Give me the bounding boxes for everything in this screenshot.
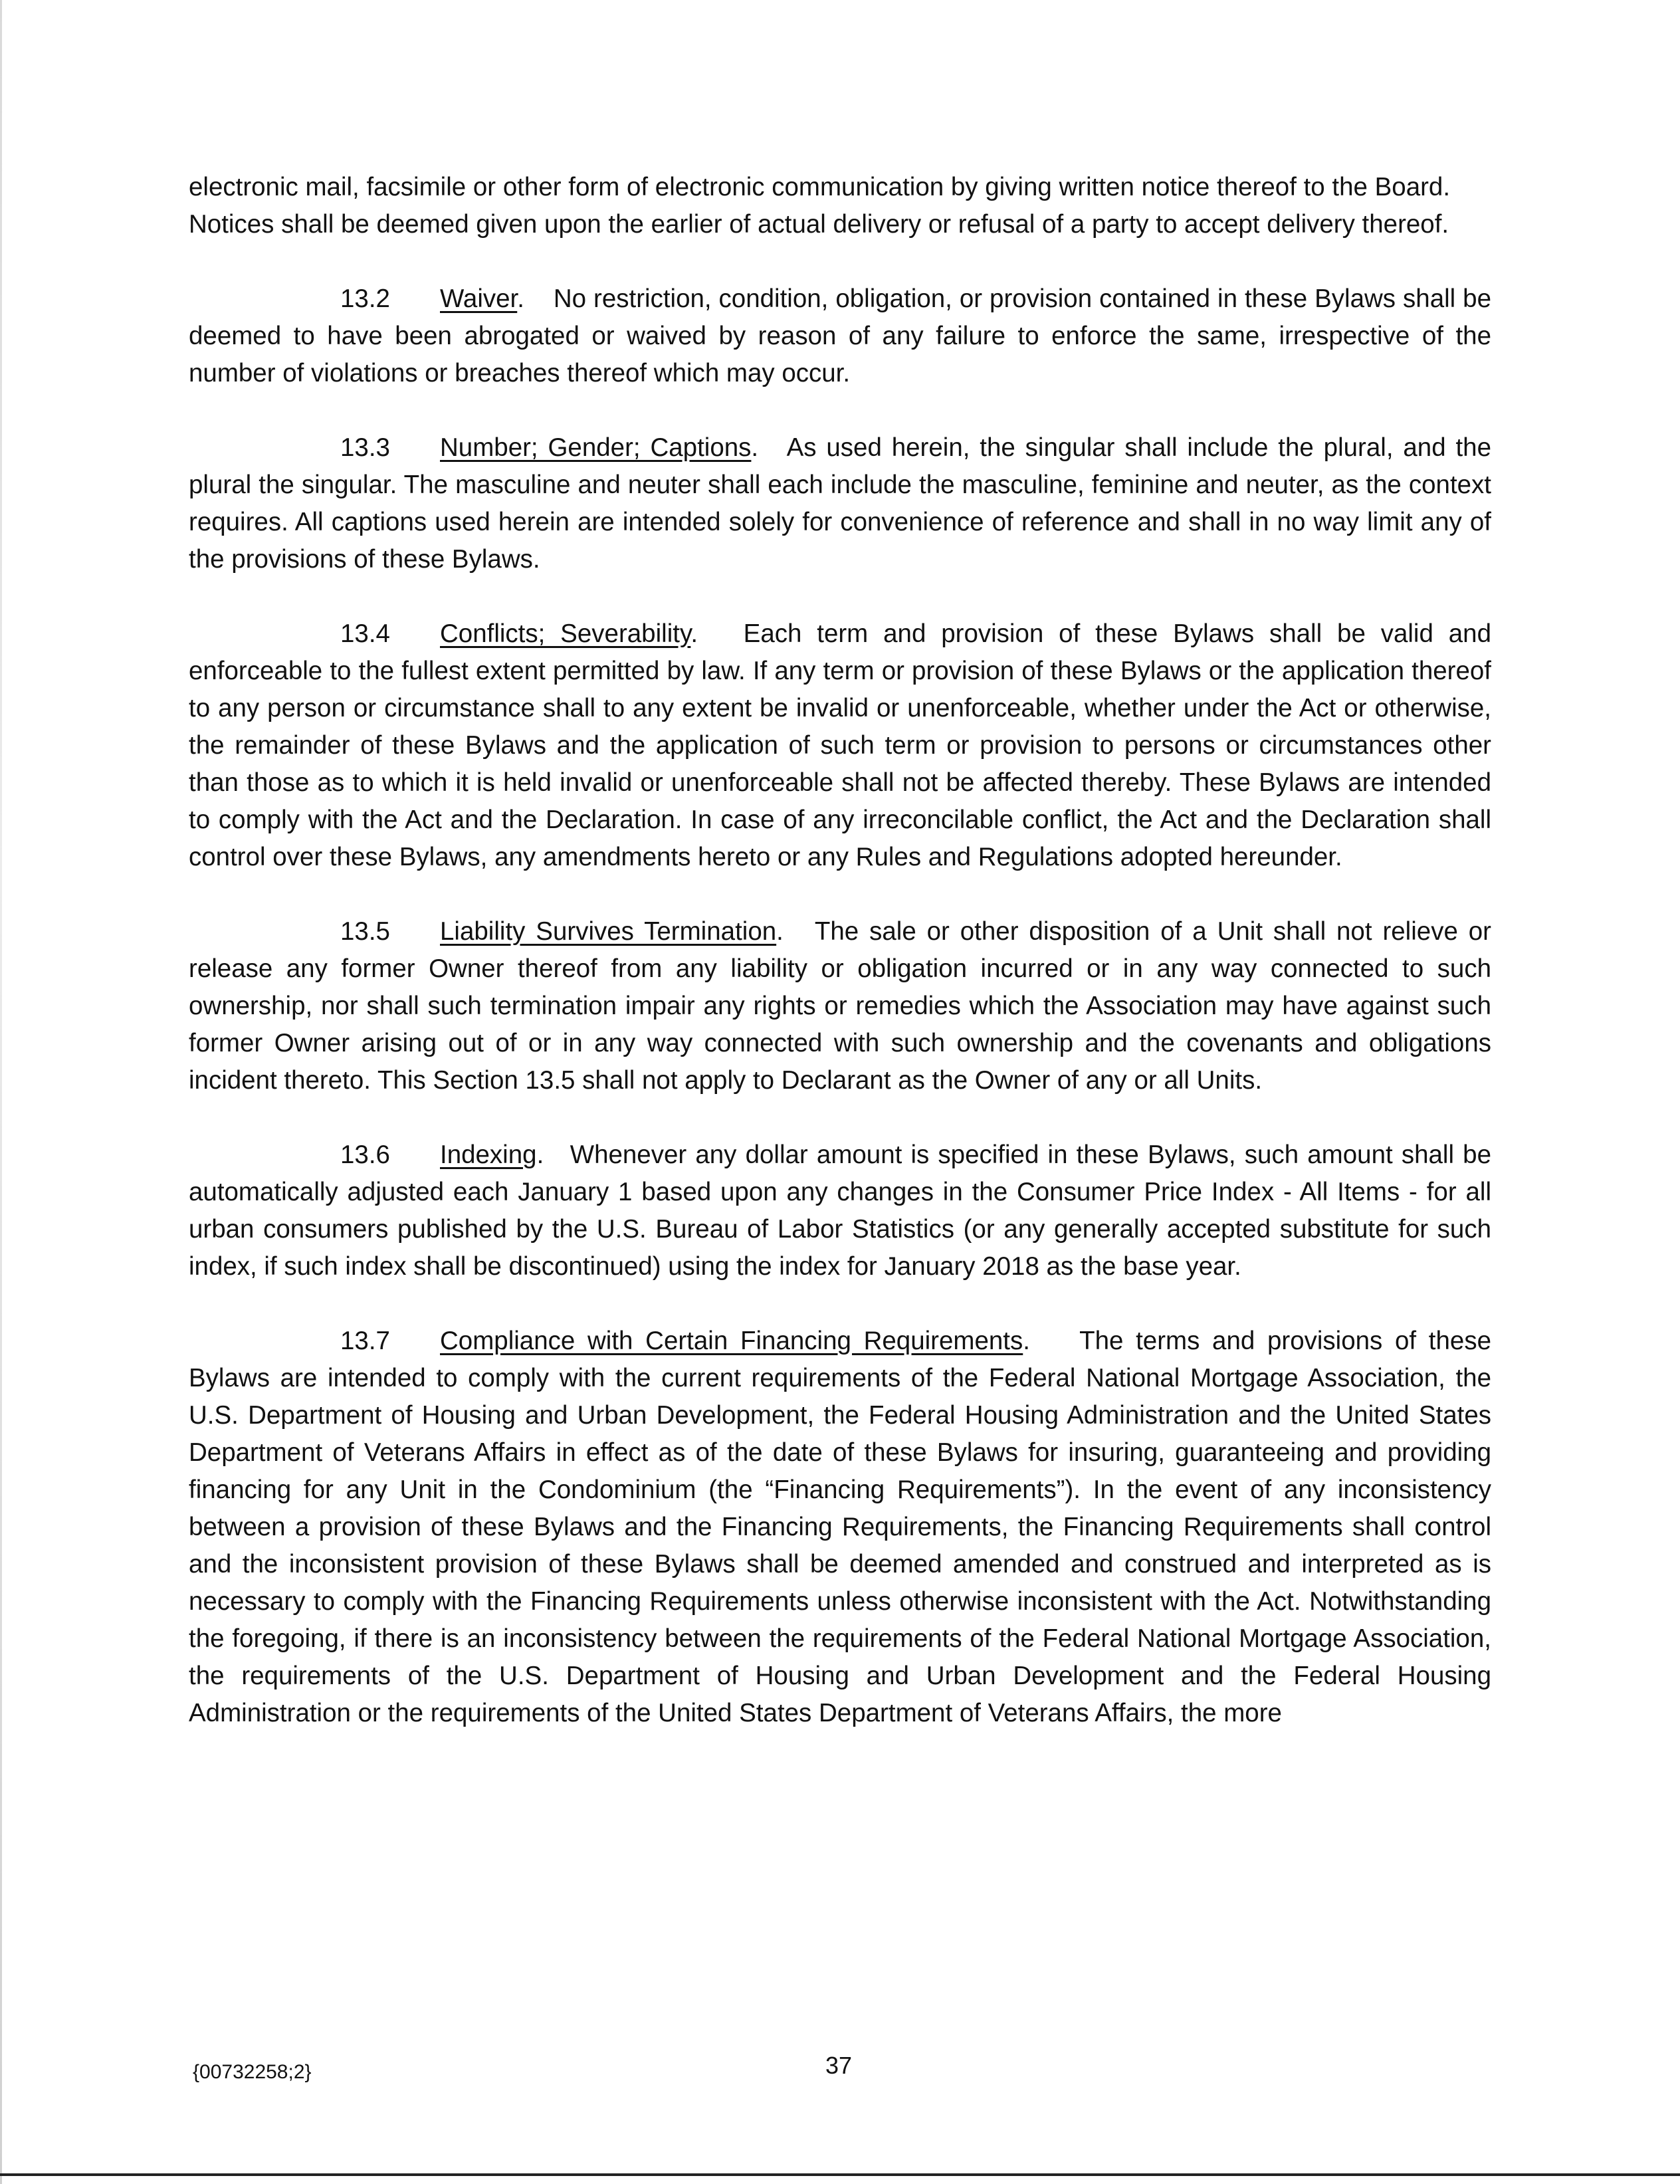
paragraph-text: electronic mail, facsimile or other form of electronic communication by giving written notice thereof to the Board. Notices shall be deemed given upon the earlier of actual delivery or refusal of a party to accept delivery thereof.: [189, 173, 1451, 239]
section-text: As used herein, the singular shall include the plural, and the plural the singular. The masculine and neuter shall each include the masculine, feminine and neuter, as the context requires. All captions used herein are intended solely for convenience of reference and shall in no way limit any of the provisions of these Bylaws.: [189, 433, 1491, 574]
body-text: [189, 169, 1491, 1769]
section-13-4: 13.4 Conflicts; Severability. Each term and provision of these Bylaws shall be valid and enforceable to the fullest extent permitted by law. If any term or provision of these Bylaws or the application thereof to any person or circumstance shall to any extent be invalid or unenforceable, whether under the Act or otherwise, the remainder of these Bylaws and the application of such term or provision to persons or circumstances other than those as to which it is held invalid or unenforceable shall not be affected thereby. These Bylaws are intended to comply with the Act and the Declaration. In case of any irreconcilable conflict, the Act and the Declaration shall control over these Bylaws, any amendments hereto or any Rules and Regulations adopted hereunder.: [189, 615, 1491, 876]
section-number: 13.5: [340, 917, 390, 946]
section-text: The terms and provisions of these Bylaws are intended to comply with the current requirements of the Federal National Mortgage Association, the U.S. Department of Housing and Urban Development, the Federal Housing Administration and the United States Department of Veterans Affairs in effect as of the date of these Bylaws for insuring, guaranteeing and providing financing for any Unit in the Condominium (the “Financing Requirements”). In the event of any inconsistency between a provision of these Bylaws and the Financing Requirements, the Financing Requirements shall control and the inconsistent provision of these Bylaws shall be deemed amended and construed and interpreted as is necessary to comply with the Financing Requirements unless otherwise inconsistent with the Act. Notwithstanding the foregoing, if there is an inconsistency between the requirements of the Federal National Mortgage Association, the requirements of the U.S. Department of Housing and Urban Development and the Federal Housing Administration or the requirements of the United States Department of Veterans Affairs, the more: [189, 1327, 1491, 1727]
section-number: 13.3: [340, 433, 390, 462]
paragraph-continuation: [189, 169, 1491, 243]
section-13-5: 13.5 Liability Survives Termination. The sale or other disposition of a Unit shall not relieve or release any former Owner thereof from any liability or obligation incurred or in any way connected to such ownership, nor shall such termination impair any rights or remedies which the Association may have against such former Owner arising out of or in any way connected with such ownership and the covenants and obligations incident thereto. This Section 13.5 shall not apply to Declarant as the Owner of any or all Units.: [189, 913, 1491, 1099]
section-13-2: 13.2 Waiver. No restriction, condition, obligation, or provision contained in these Bylaws shall be deemed to have been abrogated or waived by reason of any failure to enforce the same, irrespective of the number of violations or breaches thereof which may occur.: [189, 280, 1491, 392]
section-heading: Compliance with Certain Financing Requirements: [440, 1327, 1023, 1355]
section-heading: Number; Gender; Captions: [440, 433, 752, 462]
section-13-6: 13.6 Indexing. Whenever any dollar amount is specified in these Bylaws, such amount shall be automatically adjusted each January 1 based upon any changes in the Consumer Price Index - All Items - for all urban consumers published by the U.S. Bureau of Labor Statistics (or any generally accepted substitute for such index, if such index shall be discontinued) using the index for January 2018 as the base year.: [189, 1137, 1491, 1285]
section-heading: Conflicts; Severability: [440, 619, 691, 648]
page-number: 37: [825, 2052, 853, 2079]
section-13-7: 13.7 Compliance with Certain Financing Requirements. The terms and provisions of these Bylaws are intended to comply with the current requirements of the Federal National Mortgage Association, the U.S. Department of Housing and Urban Development, the Federal Housing Administration and the United States Department of Veterans Affairs in effect as of the date of these Bylaws for insuring, guaranteeing and providing financing for any Unit in the Condominium (the “Financing Requirements”). In the event of any inconsistency between a provision of these Bylaws and the Financing Requirements, the Financing Requirements shall control and the inconsistent provision of these Bylaws shall be deemed amended and construed and interpreted as is necessary to comply with the Financing Requirements unless otherwise inconsistent with the Act. Notwithstanding the foregoing, if there is an inconsistency between the requirements of the Federal National Mortgage Association, the requirements of the U.S. Department of Housing and Urban Development and the Federal Housing Administration or the requirements of the United States Department of Veterans Affairs, the more: [189, 1323, 1491, 1732]
section-number: 13.7: [340, 1327, 390, 1355]
section-number: 13.4: [340, 619, 390, 648]
section-number: 13.2: [340, 284, 390, 313]
section-text: Whenever any dollar amount is specified in these Bylaws, such amount shall be automatically adjusted each January 1 based upon any changes in the Consumer Price Index - All Items - for all urban consumers published by the U.S. Bureau of Labor Statistics (or any generally accepted substitute for such index, if such index shall be discontinued) using the index for January 2018 as the base year.: [189, 1141, 1491, 1281]
bottom-edge-rule: [0, 2173, 1680, 2176]
section-heading: Indexing: [440, 1141, 537, 1169]
document-id: {00732258;2}: [193, 2061, 312, 2083]
section-text: The sale or other disposition of a Unit shall not relieve or release any former Owner thereof from any liability or obligation incurred or in any way connected to such ownership, nor shall such termination impair any rights or remedies which the Association may have against such former Owner arising out of or in any way connected with such ownership and the covenants and obligations incident thereto. This Section 13.5 shall not apply to Declarant as the Owner of any or all Units.: [189, 917, 1491, 1095]
section-text: Each term and provision of these Bylaws shall be valid and enforceable to the fullest extent permitted by law. If any term or provision of these Bylaws or the application thereof to any person or circumstance shall to any extent be invalid or unenforceable, whether under the Act or otherwise, the remainder of these Bylaws and the application of such term or provision to persons or circumstances other than those as to which it is held invalid or unenforceable shall not be affected thereby. These Bylaws are intended to comply with the Act and the Declaration. In case of any irreconcilable conflict, the Act and the Declaration shall control over these Bylaws, any amendments hereto or any Rules and Regulations adopted hereunder.: [189, 619, 1491, 871]
section-number: 13.6: [340, 1141, 390, 1169]
section-heading: Waiver: [440, 284, 518, 313]
scan-edge: [0, 0, 2, 2184]
section-13-3: 13.3 Number; Gender; Captions. As used herein, the singular shall include the plural, and the plural the singular. The masculine and neuter shall each include the masculine, feminine and neuter, as the context requires. All captions used herein are intended solely for convenience of reference and shall in no way limit any of the provisions of these Bylaws.: [189, 429, 1491, 578]
section-text: No restriction, condition, obligation, or provision contained in these Bylaws shall be deemed to have been abrogated or waived by reason of any failure to enforce the same, irrespective of the number of violations or breaches thereof which may occur.: [189, 284, 1492, 387]
section-heading: Liability Survives Termination: [440, 917, 777, 946]
